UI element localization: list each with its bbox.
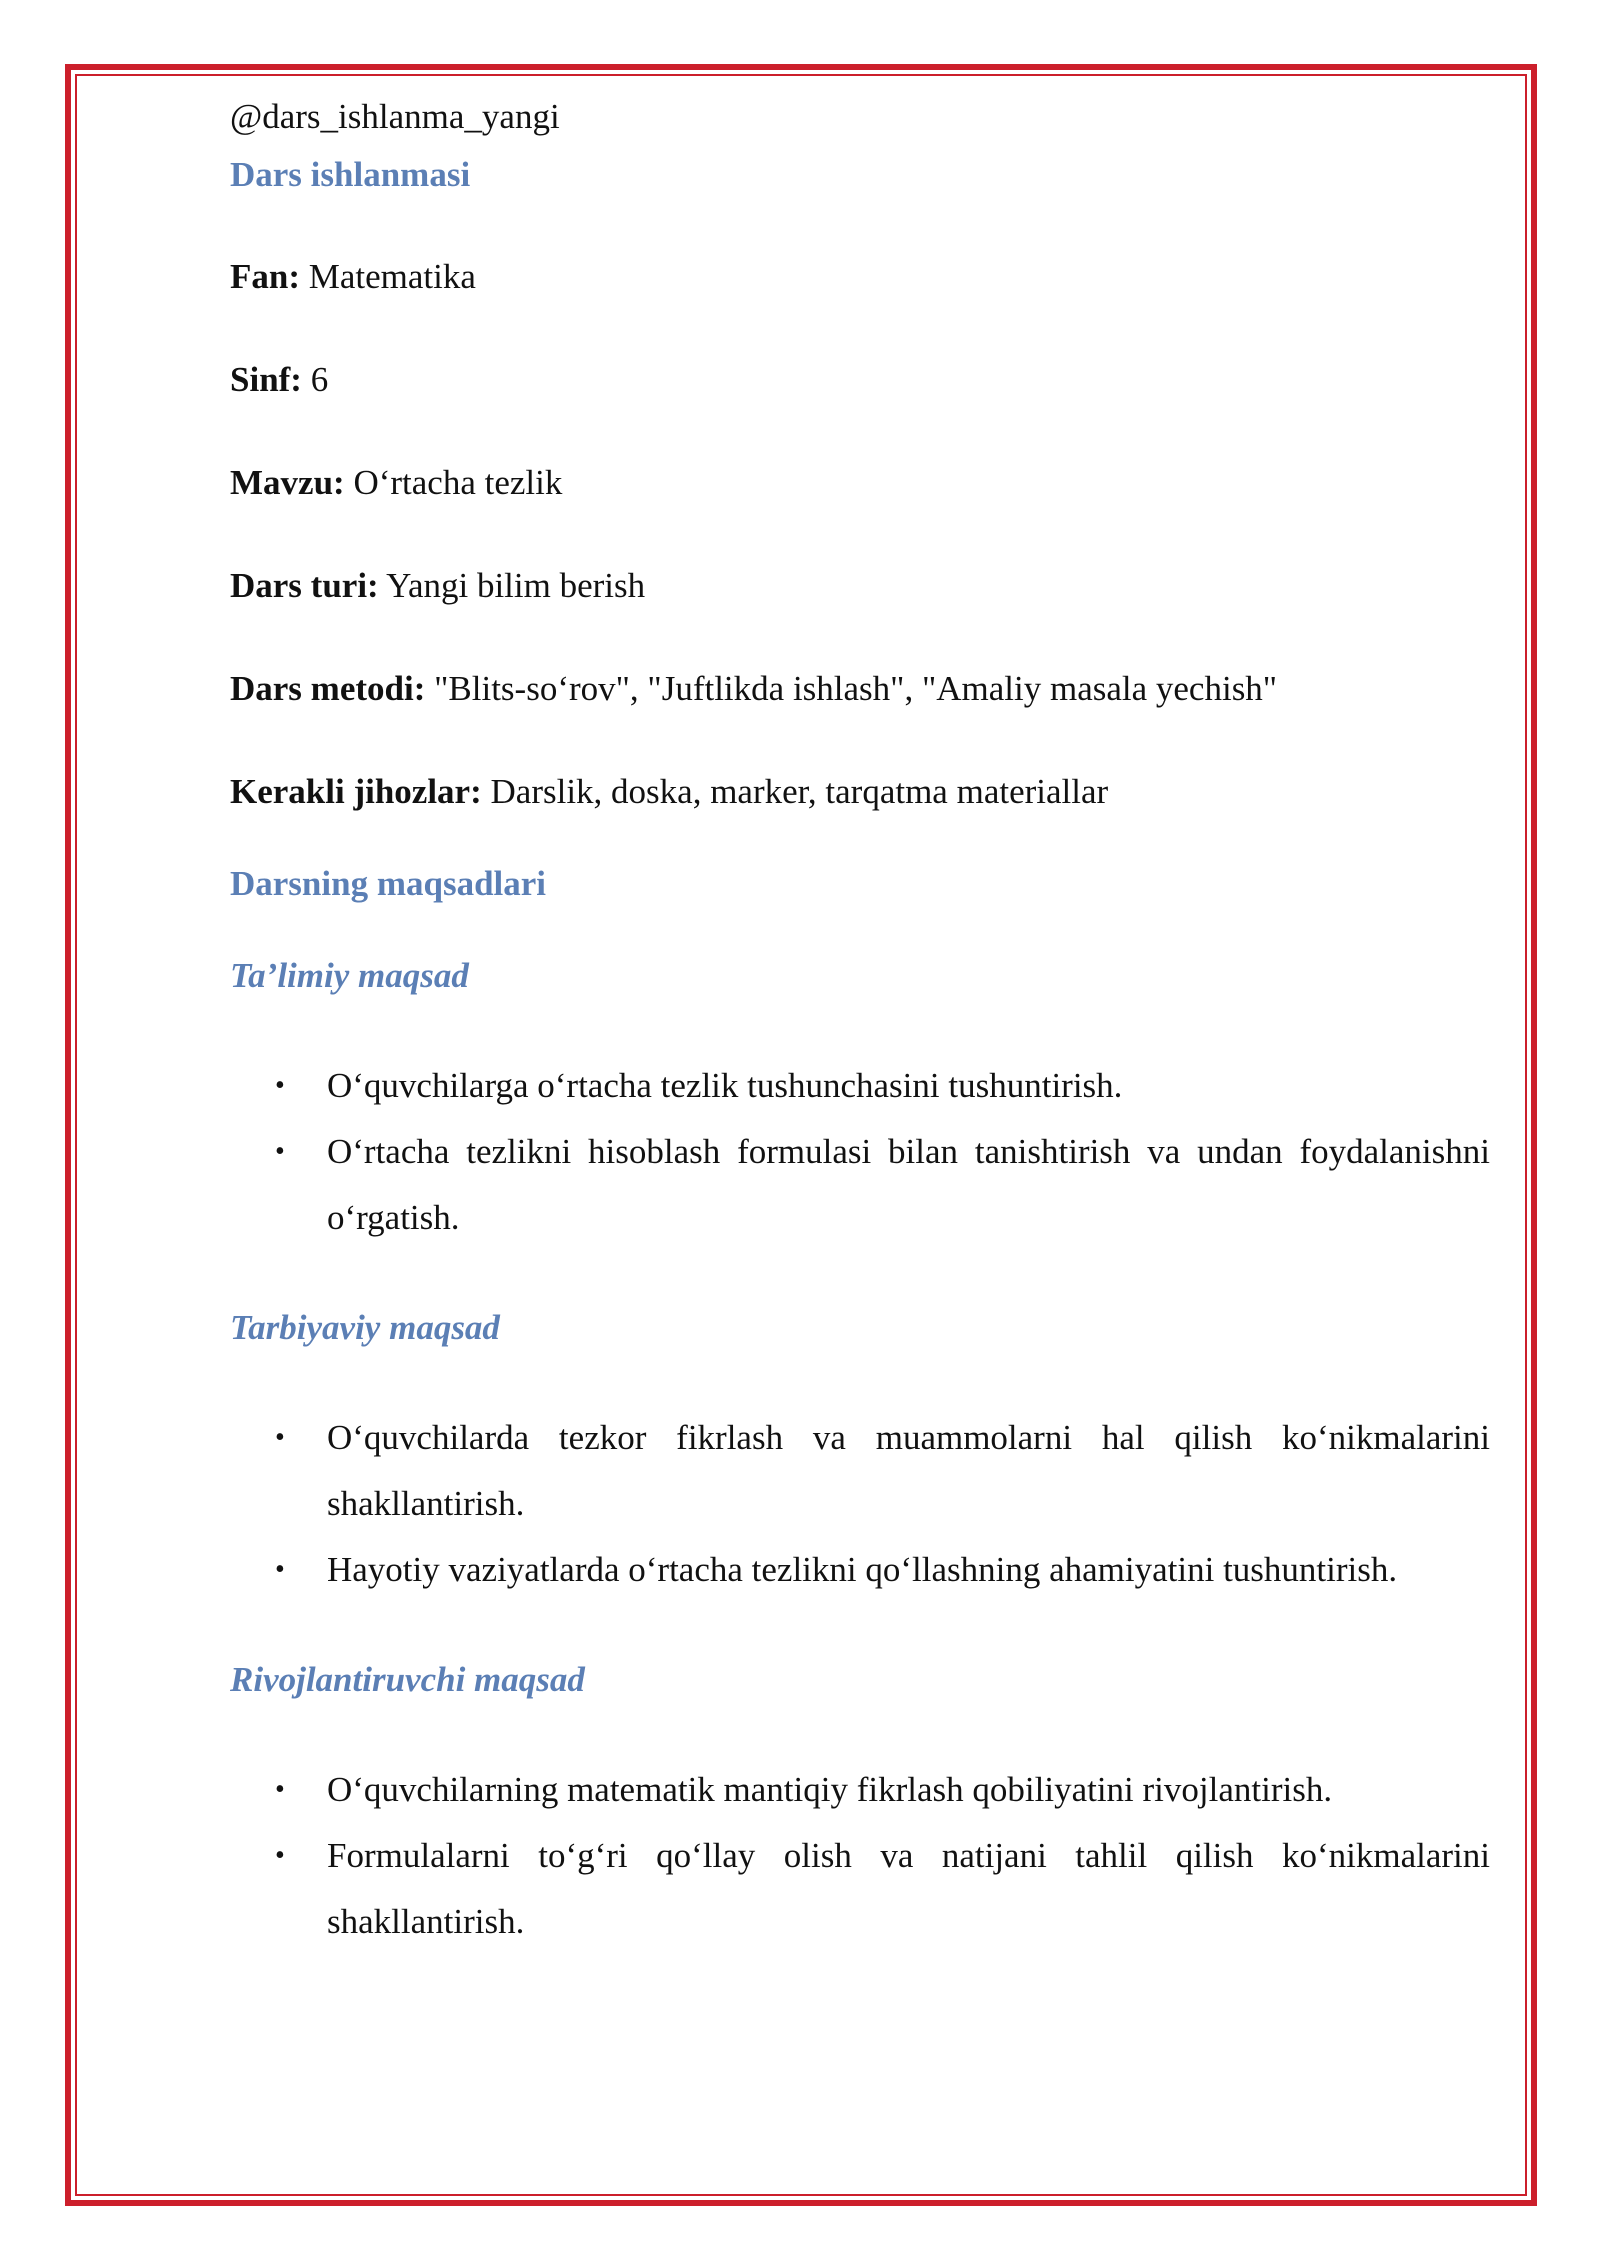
field-label: Kerakli jihozlar: <box>230 772 482 811</box>
list-item <box>230 1405 1490 1537</box>
field-lesson-method <box>230 664 1490 714</box>
field-label: Dars turi: <box>230 566 379 605</box>
educational-goal-list <box>230 1053 1490 1251</box>
upbringing-goal-heading: Tarbiyaviy maqsad <box>230 1308 500 1347</box>
educational-goal-heading: Ta’limiy maqsad <box>230 956 469 995</box>
document-title: Dars ishlanmasi <box>230 155 471 194</box>
field-subject <box>230 252 1490 302</box>
field-label: Fan: <box>230 257 300 296</box>
upbringing-goal-list <box>230 1405 1490 1603</box>
channel-handle: @dars_ishlanma_yangi <box>230 97 560 136</box>
developmental-goal-list <box>230 1757 1490 1955</box>
field-grade <box>230 355 1490 405</box>
field-value: Yangi bilim berish <box>378 566 646 605</box>
list-item <box>230 1119 1490 1251</box>
field-value: "Blits-so‘rov", "Juftlikda ishlash", "Amaliy masala yechish" <box>425 669 1278 708</box>
field-value: Matematika <box>300 257 476 296</box>
bullet-icon: • <box>275 1554 285 1585</box>
field-equipment <box>230 767 1490 817</box>
field-value: O‘rtacha tezlik <box>344 463 563 502</box>
document-body <box>230 92 1490 2007</box>
list-item <box>230 1823 1490 1955</box>
list-item-text: O‘quvchilarga o‘rtacha tezlik tushunchasini tushuntirish. <box>327 1066 1123 1105</box>
bullet-icon: • <box>275 1840 285 1871</box>
field-label: Mavzu: <box>230 463 345 502</box>
list-item <box>230 1757 1490 1823</box>
field-label: Sinf: <box>230 360 302 399</box>
bullet-icon: • <box>275 1070 285 1101</box>
list-item-text: Hayotiy vaziyatlarda o‘rtacha tezlikni qo‘llashning ahamiyatini tushuntirish. <box>327 1550 1398 1589</box>
field-value: Darslik, doska, marker, tarqatma materiallar <box>481 772 1109 811</box>
bullet-icon: • <box>275 1774 285 1805</box>
developmental-goal-heading: Rivojlantiruvchi maqsad <box>230 1660 585 1699</box>
field-topic <box>230 458 1490 508</box>
list-item-text: O‘quvchilarda tezkor fikrlash va muammolarni hal qilish ko‘nikmalarini shakllantirish. <box>327 1418 1490 1523</box>
list-item-text: O‘rtacha tezlikni hisoblash formulasi bilan tanishtirish va undan foydalanishni o‘rgatish. <box>327 1132 1490 1237</box>
bullet-icon: • <box>275 1136 285 1167</box>
list-item-text: O‘quvchilarning matematik mantiqiy fikrlash qobiliyatini rivojlantirish. <box>327 1770 1333 1809</box>
field-value: 6 <box>301 360 329 399</box>
field-lesson-type <box>230 561 1490 611</box>
field-label: Dars metodi: <box>230 669 426 708</box>
bullet-icon: • <box>275 1422 285 1453</box>
list-item <box>230 1537 1490 1603</box>
list-item-text: Formulalarni to‘g‘ri qo‘llay olish va natijani tahlil qilish ko‘nikmalarini shakllantirish. <box>327 1836 1490 1941</box>
goals-heading: Darsning maqsadlari <box>230 864 547 903</box>
list-item <box>230 1053 1490 1119</box>
